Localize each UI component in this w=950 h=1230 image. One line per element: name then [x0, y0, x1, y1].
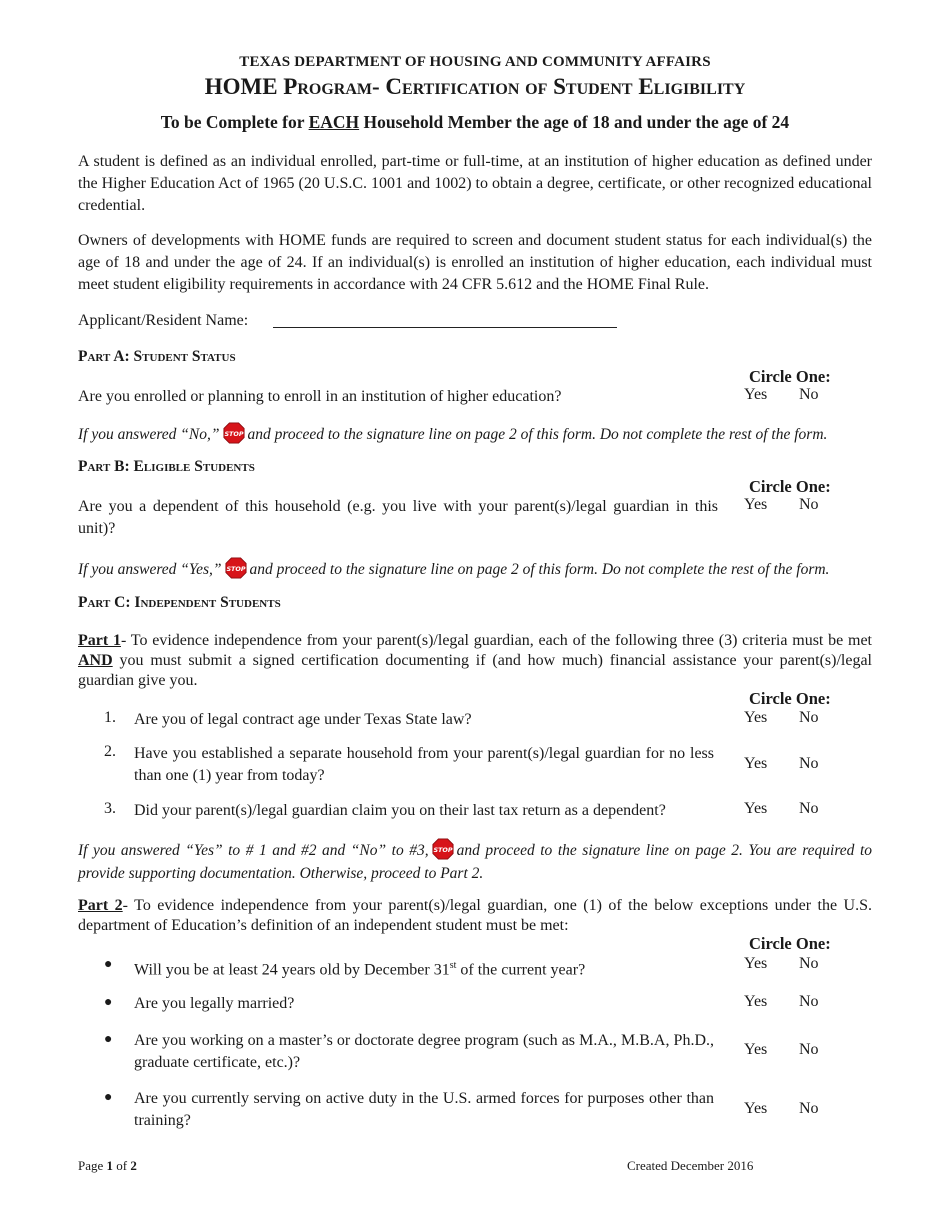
part-2-label: Part 2	[78, 897, 123, 914]
created-date: Created December 2016	[627, 1158, 754, 1173]
intro-paragraph-1: A student is defined as an individual enrolled, part-time or full-time, at an institution of higher education as defined under the Higher Education Act of 1965 (20 U.S.C. 1001 and 1002) to obtain a degree, certificate, or other recognized educational credential.	[78, 153, 872, 214]
part-b-yes-option[interactable]: Yes	[744, 496, 768, 513]
part-2-e4-no-option[interactable]: No	[799, 1100, 819, 1117]
part-a-question: Are you enrolled or planning to enroll in an institution of higher education?	[78, 388, 562, 405]
part-a-no-option[interactable]: No	[799, 386, 819, 403]
bullet-icon: ●	[104, 1090, 113, 1105]
part-2-e3-yes-option[interactable]: Yes	[744, 1041, 768, 1058]
part-2-e1-yes-option[interactable]: Yes	[744, 955, 768, 972]
part-b-no-option[interactable]: No	[799, 496, 819, 513]
bullet-icon: ●	[104, 995, 113, 1010]
part-2-exception-2: Are you legally married?	[134, 995, 295, 1012]
applicant-name-field[interactable]	[273, 327, 617, 328]
part-2-exception-3: Are you working on a master’s or doctorate degree program (such as M.A., M.B.A, Ph.D., graduate certificate, etc.)?	[134, 1032, 714, 1071]
part-b-heading: Part B: Eligible Students	[78, 458, 255, 475]
circle-one-label: Circle One:	[749, 477, 831, 496]
bullet-icon: ●	[104, 1032, 113, 1047]
and-emphasis: AND	[78, 652, 113, 669]
svg-text:STOP: STOP	[225, 564, 246, 573]
each-emphasis: EACH	[308, 112, 360, 132]
part-a-heading: Part A: Student Status	[78, 348, 236, 365]
page-number: Page 1 of 2	[78, 1158, 137, 1173]
part-1-label: Part 1	[78, 632, 121, 649]
agency-name: TEXAS DEPARTMENT OF HOUSING AND COMMUNITY AFFAIRS	[239, 54, 711, 70]
part-c-heading: Part C: Independent Students	[78, 594, 281, 611]
intro-paragraph-2: Owners of developments with HOME funds are required to screen and document student status for each individual(s) the age of 18 and under the age of 24. If an individual(s) is enrolled an institution of higher education, each individual must meet student eligibility requirements in accordance with 24 CFR 5.612 and the HOME Final Rule.	[78, 232, 872, 293]
svg-text:STOP: STOP	[223, 429, 244, 438]
document-subtitle: To be Complete for EACH Household Member the age of 18 and under the age of 24	[160, 112, 790, 132]
part-2-exception-1: Will you be at least 24 years old by December 31st of the current year?	[134, 960, 586, 979]
part-a-yes-option[interactable]: Yes	[744, 386, 768, 403]
stop-sign-icon	[225, 557, 247, 579]
part-2-e1-no-option[interactable]: No	[799, 955, 819, 972]
item-number: 2.	[104, 743, 116, 760]
part-2-e4-yes-option[interactable]: Yes	[744, 1100, 768, 1117]
part-1-note: If you answered “Yes” to # 1 and #2 and “No” to #3, STOP and proceed to the signature line on page 2. You are required to provide supporting documentation. Otherwise, proceed to Part 2.	[78, 838, 872, 885]
part-2-e3-no-option[interactable]: No	[799, 1041, 819, 1058]
part-b-note: If you answered “Yes,” STOP and proceed to the signature line on page 2 of this form. Do not complete the rest of the form.	[78, 557, 872, 581]
part-1-q1-yes-option[interactable]: Yes	[744, 709, 768, 726]
part-1-question-1: Are you of legal contract age under Texas State law?	[134, 711, 472, 728]
bullet-icon: ●	[104, 957, 113, 972]
circle-one-label: Circle One:	[749, 367, 831, 386]
part-2-exception-4: Are you currently serving on active duty in the U.S. armed forces for purposes other than training?	[134, 1090, 714, 1129]
stop-sign-icon	[223, 422, 245, 444]
stop-sign-icon	[432, 838, 454, 860]
part-1-q2-no-option[interactable]: No	[799, 755, 819, 772]
part-2-e2-yes-option[interactable]: Yes	[744, 993, 768, 1010]
item-number: 1.	[104, 709, 116, 726]
part-1-intro: Part 1- To evidence independence from your parent(s)/legal guardian, each of the following three (3) criteria must be met AND you must submit a signed certification documenting if (and how much) financial assistance your parent(s)/legal guardian give you.	[78, 632, 873, 689]
part-1-q3-no-option[interactable]: No	[799, 800, 819, 817]
circle-one-label: Circle One:	[749, 689, 831, 708]
svg-text:STOP: STOP	[433, 845, 453, 854]
document-title: HOME Program- Certification of Student Eligibility	[204, 74, 746, 99]
part-1-q1-no-option[interactable]: No	[799, 709, 819, 726]
part-1-q2-yes-option[interactable]: Yes	[744, 755, 768, 772]
part-1-question-2: Have you established a separate household from your parent(s)/legal guardian for no less than one (1) year from today?	[134, 745, 714, 784]
applicant-name-label: Applicant/Resident Name:	[78, 312, 249, 329]
part-a-note: If you answered “No,” STOP and proceed to the signature line on page 2 of this form. Do not complete the rest of the form.	[78, 422, 872, 446]
part-1-question-3: Did your parent(s)/legal guardian claim you on their last tax return as a dependent?	[134, 802, 666, 819]
part-2-e2-no-option[interactable]: No	[799, 993, 819, 1010]
circle-one-label: Circle One:	[749, 934, 831, 953]
part-2-intro: Part 2- To evidence independence from your parent(s)/legal guardian, one (1) of the below exceptions under the U.S. department of Education’s definition of an independent student must be met:	[78, 897, 873, 934]
item-number: 3.	[104, 800, 116, 817]
part-1-q3-yes-option[interactable]: Yes	[744, 800, 768, 817]
part-b-question: Are you a dependent of this household (e.g. you live with your parent(s)/legal guardian in this unit)?	[78, 498, 718, 537]
